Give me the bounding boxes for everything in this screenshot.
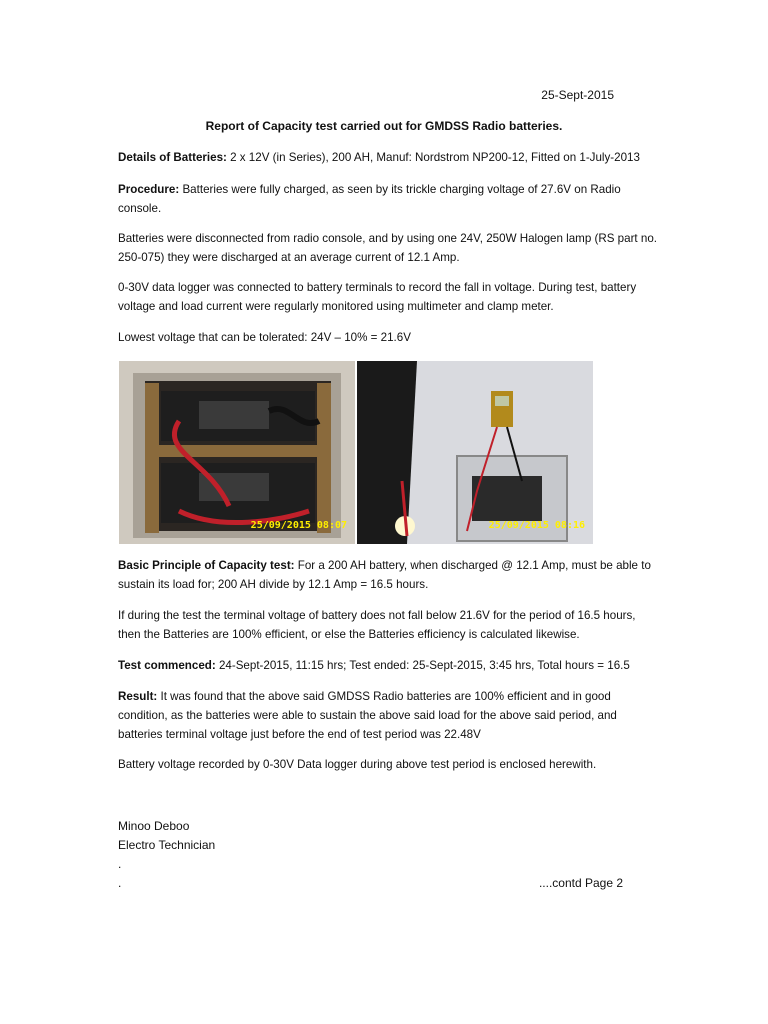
- test-text: 24-Sept-2015, 11:15 hrs; Test ended: 25-Sept-2015, 3:45 hrs, Total hours = 16.5: [215, 659, 630, 672]
- photo1-timestamp: 25/09/2015 08:07: [250, 520, 347, 531]
- details-label: Details of Batteries:: [118, 151, 227, 164]
- procedure-paragraph: [118, 180, 658, 218]
- lowest-voltage-paragraph: Lowest voltage that can be tolerated: 24V – 10% = 21.6V: [118, 331, 411, 344]
- result-paragraph: [118, 687, 658, 744]
- procedure-label: Procedure:: [118, 183, 180, 196]
- disconnect-paragraph: Batteries were disconnected from radio console, and by using one 24V, 250W Halogen lamp (RS part no. 250-075) they were discharged at an average current of 12.1 Amp.: [118, 232, 657, 264]
- signatory-role: Electro Technician: [118, 838, 216, 852]
- test-label: Test commenced:: [118, 659, 216, 672]
- principle-label: Basic Principle of Capacity test:: [118, 559, 295, 572]
- signature-dot-2: .: [118, 876, 122, 890]
- test-setup-image: [357, 361, 593, 544]
- procedure-text: Batteries were fully charged, as seen by its trickle charging voltage of 27.6V on Radio console.: [118, 183, 621, 215]
- logger-paragraph: 0-30V data logger was connected to battery terminals to record the fall in voltage. During test, battery voltage and load current were regularly monitored using multimeter and clamp meter.: [118, 281, 637, 313]
- result-text: It was found that the above said GMDSS Radio batteries are 100% efficient and in good condition, as the batteries were able to sustain the above said load for the above said period, and batteries terminal voltage just before the end of test period was 22.48V: [118, 690, 617, 741]
- test-times-paragraph: [118, 656, 658, 675]
- report-title: Report of Capacity test carried out for GMDSS Radio batteries.: [205, 119, 563, 133]
- signature-dot-1: .: [118, 857, 122, 871]
- battery-box-image: [119, 361, 355, 544]
- test-setup-photo: [357, 361, 593, 544]
- result-label: Result:: [118, 690, 158, 703]
- report-date: 25-Sept-2015: [541, 88, 614, 102]
- principle-paragraph: [118, 556, 658, 594]
- battery-box-photo: [119, 361, 355, 544]
- enclosed-paragraph: Battery voltage recorded by 0-30V Data logger during above test period is enclosed herewith.: [118, 758, 597, 771]
- efficiency-paragraph: If during the test the terminal voltage of battery does not fall below 21.6V for the period of 16.5 hours, then the Batteries are 100% efficient, or else the Batteries efficiency is calculated likewise.: [118, 609, 636, 641]
- details-text: 2 x 12V (in Series), 200 AH, Manuf: Nordstrom NP200-12, Fitted on 1-July-2013: [226, 151, 640, 164]
- signatory-name: Minoo Deboo: [118, 819, 190, 833]
- continued-page-note: ....contd Page 2: [538, 876, 623, 890]
- principle-text: For a 200 AH battery, when discharged @ 12.1 Amp, must be able to sustain its load for; 200 AH divide by 12.1 Amp = 16.5 hours.: [118, 559, 651, 591]
- photo2-timestamp: 25/09/2015 08:16: [488, 520, 585, 531]
- details-paragraph: [118, 148, 658, 167]
